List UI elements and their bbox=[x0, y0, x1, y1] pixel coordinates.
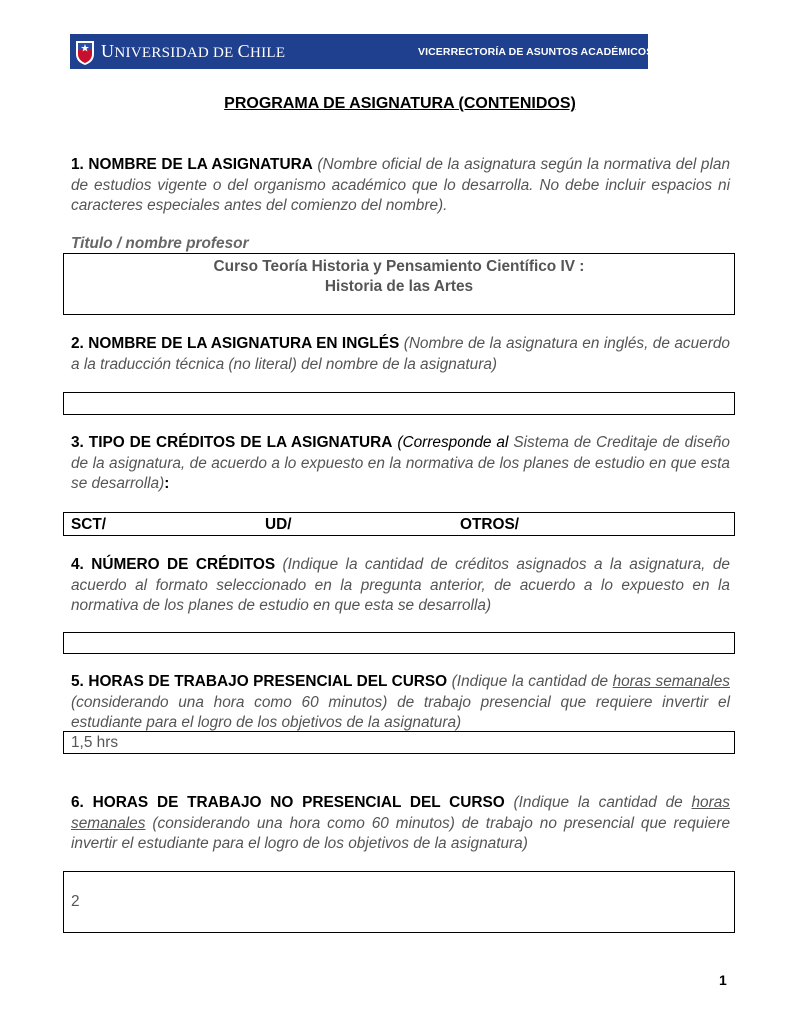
section-1 bbox=[71, 155, 730, 217]
presential-hours-value: 1,5 hrs bbox=[71, 734, 119, 751]
header-banner bbox=[70, 34, 654, 69]
section-5-note-pre: (Indique la cantidad de bbox=[451, 673, 609, 690]
section-3 bbox=[71, 433, 730, 495]
credit-otros-label: OTROS/ bbox=[460, 516, 519, 533]
section-5-note-underlined: horas semanales bbox=[612, 673, 730, 690]
university-crest-icon bbox=[74, 38, 96, 66]
section-2 bbox=[71, 334, 730, 375]
section-6-note-underlined: horas semanales bbox=[71, 794, 730, 832]
presential-hours-box bbox=[63, 731, 735, 754]
section-3-note: Sistema de Creditaje de diseño de la asignatura, de acuerdo a lo expuesto en la normativa de los planes de estudio en que esta se desarrolla) bbox=[71, 434, 730, 492]
section-5-note-post: (considerando una hora como 60 minutos) de trabajo presencial que requiere invertir el estudiante para el logro de los objetivos de la asignatura) bbox=[71, 693, 730, 731]
section-5 bbox=[71, 672, 730, 734]
section-4 bbox=[71, 555, 730, 617]
credit-sct-label: SCT/ bbox=[71, 516, 107, 533]
course-name-box bbox=[63, 253, 735, 315]
section-3-colon: : bbox=[164, 475, 170, 492]
non-presential-hours-value: 2 bbox=[71, 893, 80, 910]
credit-number-box bbox=[63, 632, 735, 654]
section-6-heading: 6. HORAS DE TRABAJO NO PRESENCIAL DEL CURSO bbox=[71, 794, 505, 811]
section-1-heading: 1. NOMBRE DE LA ASIGNATURA bbox=[71, 156, 313, 173]
non-presential-hours-box bbox=[63, 871, 735, 933]
section-4-heading: 4. NÚMERO DE CRÉDITOS bbox=[71, 556, 276, 573]
section-1-note: (Nombre oficial de la asignatura según la normativa del plan de estudios vigente o del organismo académico que lo desarrolla. No debe incluir espacios ni caracteres especiales antes del comienzo del nombre). bbox=[71, 156, 730, 214]
professor-label: Titulo / nombre profesor bbox=[71, 235, 249, 252]
section-2-heading: 2. NOMBRE DE LA ASIGNATURA EN INGLÉS bbox=[71, 335, 400, 352]
section-6-note-post: (considerando una hora como 60 minutos) de trabajo no presencial que requiere invertir el estudiante para el logro de los objetivos de la asignatura) bbox=[71, 814, 730, 852]
section-4-note: (Indique la cantidad de créditos asignados a la asignatura, de acuerdo al formato seleccionado en la pregunta anterior, de acuerdo a lo expuesto en la normativa de los planes de estudio en que esta se desarrolla) bbox=[71, 556, 730, 614]
section-3-heading: 3. TIPO DE CRÉDITOS DE LA ASIGNATURA bbox=[71, 434, 393, 451]
university-name: UNIVERSIDAD DE CHILE bbox=[101, 41, 286, 61]
document-title: PROGRAMA DE ASIGNATURA (CONTENIDOS) bbox=[224, 95, 576, 112]
section-2-note: (Nombre de la asignatura en inglés, de acuerdo a la traducción técnica (no literal) del nombre de la asignatura) bbox=[71, 335, 730, 373]
section-3-note-open: (Corresponde al bbox=[397, 434, 509, 451]
section-6-note-pre: (Indique la cantidad de bbox=[513, 794, 683, 811]
course-name-line-2: Historia de las Artes bbox=[324, 277, 474, 295]
page-number: 1 bbox=[719, 972, 727, 988]
course-name-line-1: Curso Teoría Historia y Pensamiento Científico IV : bbox=[213, 258, 585, 275]
credit-type-box bbox=[63, 512, 735, 536]
english-name-box bbox=[63, 392, 735, 415]
credit-ud-label: UD/ bbox=[265, 516, 292, 533]
vicerrectoria-label: VICERRECTORÍA DE ASUNTOS ACADÉMICOS bbox=[418, 46, 654, 58]
section-6 bbox=[71, 793, 730, 855]
section-5-heading: 5. HORAS DE TRABAJO PRESENCIAL DEL CURSO bbox=[71, 673, 448, 690]
course-name bbox=[64, 257, 734, 296]
